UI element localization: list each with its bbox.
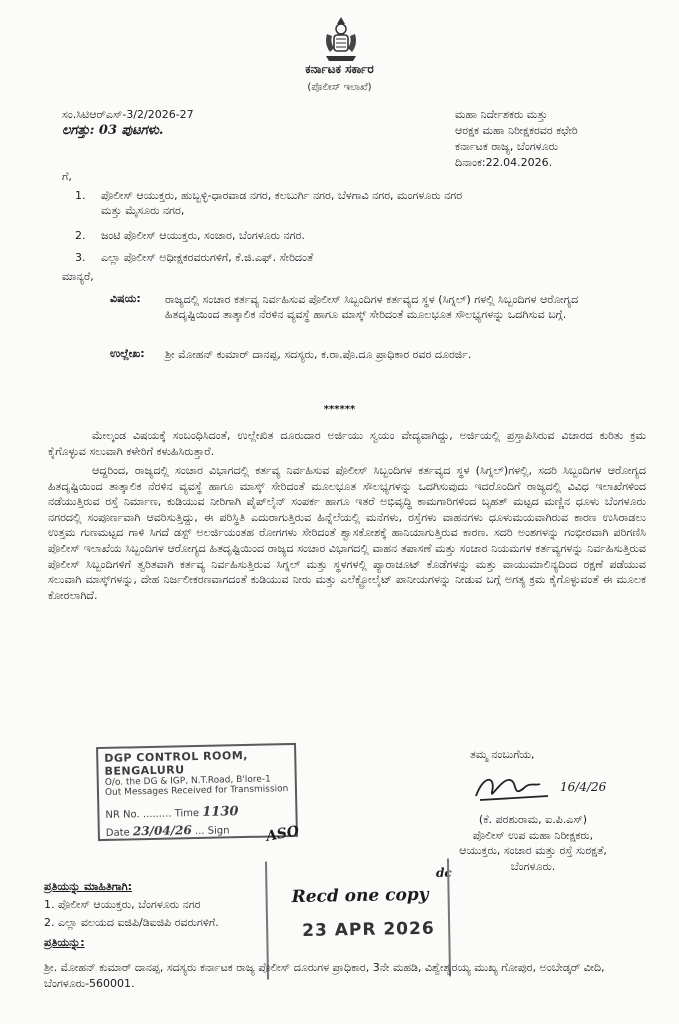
recipient-item xyxy=(75,250,635,265)
received-note: Recd one copy xyxy=(291,884,429,908)
handwritten-initials: ASO xyxy=(264,823,301,845)
body-paragraph-1: ಮೇಲ್ಕಂಡ ವಿಷಯಕ್ಕೆ ಸಂಬಂಧಿಸಿದಂತೆ, ಉಲ್ಲೇಖಿತ ದೂರುದಾರ ಅರ್ಜಿಯು ಸ್ವಯಂ ವೇದ್ಯವಾಗಿದ್ದು, ಅರ್ಜಿಯಲ್ಲಿ ಪ್ರಸ್ತಾಪಿಸಿರುವ ವಿಚಾರದ ಕುರಿತು ಕ್ರಮ ಕೈಗೊಳ್ಳುವ ಸಲುವಾಗಿ ಕಳೇರಿಗೆ ಕಳುಹಿಸಿರುತ್ತಾರೆ. xyxy=(48,429,646,458)
copy-heading: ಪ್ರತಿಯನ್ನು: xyxy=(44,936,85,949)
recipient-line: ಜಂಟಿ ಪೊಲೀಸ್ ಆಯುಕ್ತರು, ಸಂಚಾರ, ಬೆಂಗಳೂರು ನಗರ. xyxy=(101,229,305,242)
control-room-stamp xyxy=(96,743,298,841)
salutation: ಮಾನ್ಯರೆ, xyxy=(62,270,94,283)
copy-info-item: 1. ಪೊಲೀಸ್ ಆಯುಕ್ತರು, ಬೆಂಗಳೂರು ನಗರ xyxy=(44,898,201,911)
handwritten-dc: dc xyxy=(436,866,452,880)
reference-label: ಉಲ್ಲೇಖ: xyxy=(110,347,145,360)
copy-recipient: ಶ್ರೀ. ಮೋಹನ್ ಕುಮಾರ್ ದಾನಪ್ಪ, ಸದಸ್ಯರು ಕರ್ನಾಟಕ ರಾಜ್ಯ ಪೊಲೀಸ್ ದೂರುಗಳ ಪ್ರಾಧಿಕಾರ, 3ನೇ ಮಹಡಿ, ವಿಶ್ವೇಶ್ವರಯ್ಯ ಮುಖ್ಯ ಗೋಪುರ, ಅಂಬೇಡ್ಕರ್ ವೀದಿ, ಬೆಂಗಳೂರು-560001. xyxy=(44,961,605,990)
recipient-number: 2. xyxy=(75,229,86,242)
stamp-nr-value: 1130 xyxy=(202,804,239,820)
office-line: ಕರ್ನಾಟಕ ರಾಜ್ಯ, ಬೆಂಗಳೂರು xyxy=(455,140,558,153)
enclosure-note: ಲಗತ್ತು: 03 ಪುಟಗಳು. xyxy=(62,123,164,138)
signatory-block xyxy=(418,812,648,874)
recipient-item xyxy=(75,188,635,218)
signatory-designation: ಆಯುಕ್ತರು, ಸಂಚಾರ ಮತ್ತು ರಸ್ತೆ ಸುರಕ್ಷತೆ, xyxy=(459,844,607,857)
recipient-line: ಎಲ್ಲಾ ಪೊಲೀಸ್ ಅಧೀಕ್ಷಕರವರುಗಳಿಗೆ, ಕೆ.ಜಿ.ಎಫ್. ಸೇರಿದಂತೆ xyxy=(101,251,314,264)
recipient-line: ಪೊಲೀಸ್ ಆಯುಕ್ತರು, ಹುಬ್ಬಳ್ಳಿ-ಧಾರವಾಡ ನಗರ, ಕಲಬುರ್ಗಿ ನಗರ, ಬೆಳಗಾವಿ ನಗರ, ಮಂಗಳೂರು ನಗರ xyxy=(101,189,463,202)
signature-date: 16/4/26 xyxy=(560,780,607,794)
body-paragraph-2: ಆದ್ದರಿಂದ, ರಾಜ್ಯದಲ್ಲಿ ಸಂಚಾರ ವಿಭಾಗದಲ್ಲಿ ಕರ್ತವ್ಯ ನಿರ್ವಹಿಸುವ ಪೊಲೀಸ್ ಸಿಬ್ಬಂದಿಗಳ ಕರ್ತವ್ಯದ ಸ್ಥಳ (ಸಿಗ್ನಲ್)ಗಳಲ್ಲಿ, ಸದರಿ ಸಿಬ್ಬಂದಿಗಳ ಆರೋಗ್ಯದ ಹಿತದೃಷ್ಟಿಯಿಂದ ತಾತ್ಕಾಲಿಕ ನೆರಳಿನ ವ್ಯವಸ್ಥೆ ಹಾಗೂ ಮಾಸ್ಕ್ ಸೇರಿದಂತೆ ಮೂಲಭೂತ ಸೌಲಭ್ಯಗಳನ್ನು ಒದಗಿಸುವುದು ಇದರೊಂದಿಗೆ ರಾಜ್ಯದಲ್ಲಿ ವಿವಿಧ ಇಲಾಖೆಗಳಿಂದ ನಡೆಯುತ್ತಿರುವ ರಸ್ತೆ ನಿರ್ಮಾಣ, ಕುಡಿಯುವ ನೀರಿಗಾಗಿ ಪೈಪ್‌ಲೈನ್ ಸಂಪರ್ಕ ಹಾಗೂ ಇತರೆ ಅಭಿವೃದ್ಧಿ ಕಾಮಗಾರಿಗಳಿಂದ ಬೃಹತ್ ಮಟ್ಟದ ಮಣ್ಣಿನ ಧೂಳು ಬೆಂಗಳೂರು ನಗರದಲ್ಲಿ ಸಂಪೂರ್ಣವಾಗಿ ಆವರಿಸುತ್ತಿದ್ದು, ಈ ಪರಿಸ್ಥಿತಿ ಎದುರಾಗುತ್ತಿರುವ ಹಿನ್ನೆಲೆಯಲ್ಲಿ ಮನೆಗಳು, ರಸ್ತೆಗಳು ವಾಹನಗಳು ಧೂಳುಮಯವಾಗಿರುವ ಕಾರಣ ಉಸಿರಾಡಲು ಉತ್ತಮ ಗುಣಮಟ್ಟದ ಗಾಳಿ ಸಿಗದೆ ಡಸ್ಟ್ ಅಲರ್ಜಿಯಂತಹ ರೋಗಗಳು ಸೇರಿದಂತೆ ಶ್ವಾಸಕೋಶಕ್ಕೆ ಹಾನಿಯಾಗುತ್ತಿರುವ ಕಾರಣ. ಸದರಿ ಅಂಶಗಳನ್ನು ಗಂಭೀರವಾಗಿ ಪರಿಗಣಿಸಿ ಪೊಲೀಸ್ ಇಲಾಖೆಯ ಸಿಬ್ಬಂದಿಗಳ ಆರೋಗ್ಯದ ಹಿತದೃಷ್ಟಿಯಿಂದ ರಾಜ್ಯದ ಸಂಚಾರ ವಿಭಾಗದಲ್ಲಿ ವಾಹನ ತಪಾಸಣೆ ಮತ್ತು ಸಂಚಾರ ನಿಯಮಗಳ ಕರ್ತವ್ಯಗಳನ್ನು ನಿರ್ವಹಿಸುತ್ತಿರುವ ಪೊಲೀಸ್ ಸಿಬ್ಬಂದಿಗಳಿಗೆ ತ್ವರಿತವಾಗಿ ಕರ್ತವ್ಯ ನಿರ್ವಹಿಸುತ್ತಿರುವ ಸಿಗ್ನಲ್ ಮತ್ತು ಸ್ಥಳಗಳಲ್ಲಿ ಪ್ಯಾರಾಚೂಟ್ ಕೊಡೆಗಳನ್ನು ಮತ್ತು ವಾಯುಮಾಲಿನ್ಯದಿಂದ ರಕ್ಷಣೆ ಪಡೆಯುವ ಸಲುವಾಗಿ ಮಾಸ್ಕ್‌ಗಳನ್ನು, ದೇಹ ನಿರ್ಜಲೀಕರಣವಾಗದಂತೆ ಕುಡಿಯುವ ನೀರು ಮತ್ತು ಎಲೆಕ್ಟ್ರೋಲೈಟ್ ಪಾನೀಯಗಳನ್ನು ನೀಡುವ ಬಗ್ಗೆ ಅಗತ್ಯ ಕ್ರಮ ಕೈಗೊಳ್ಳುವಂತೆ ಈ ಮೂಲಕ ಕೋರಲಾಗಿದೆ. xyxy=(48,464,646,602)
recipient-line: ಮತ್ತು ಮೈಸೂರು ನಗರ, xyxy=(101,204,185,217)
signatory-designation: ಬೆಂಗಳೂರು. xyxy=(510,859,556,873)
stamp-nr-row: NR No. ......... Time 1130 xyxy=(105,804,239,821)
letter-date: ದಿನಾಂಕ:22.04.2026. xyxy=(455,156,553,169)
stamp-sign-label: Sign xyxy=(207,825,230,837)
copy-info-item: 2. ಎಲ್ಲಾ ವಲಯದ ಐಜಿಪಿ/ಡಿಐಜಿಪಿ ರವರುಗಳಿಗೆ. xyxy=(44,916,219,929)
stamp-caption: Out Messages Received for Transmission xyxy=(104,784,289,798)
office-line: ಮಹಾ ನಿರ್ದೇಶಕರು ಮತ್ತು xyxy=(455,108,548,121)
stamp-date-value: 23/04/26 xyxy=(132,823,192,839)
recipient-number: 1. xyxy=(75,189,86,202)
department-subtitle: (ಪೊಲೀಸ್ ಇಲಾಖೆ) xyxy=(307,82,372,93)
stamp-date-label: Date xyxy=(105,827,130,839)
karnataka-emblem-icon xyxy=(318,14,364,64)
office-line: ಆರಕ್ಷಕ ಮಹಾ ನಿರೀಕ್ಷಕರವರ ಕಛೇರಿ xyxy=(455,124,578,137)
recipient-item xyxy=(75,228,635,243)
reference-number: ಸಂ.ಸಿಟಿಆರ್‌ಎಸ್-3/2/2026-27 xyxy=(62,108,194,121)
stamp-address: O/o. the DG & IGP, N.T.Road, B'lore-1 xyxy=(104,774,271,788)
subject-label: ವಿಷಯ: xyxy=(110,292,141,305)
received-date: 23 APR 2026 xyxy=(302,918,435,941)
stamp-date-row: Date 23/04/26 ... Sign xyxy=(105,823,230,839)
reference-text: ಶ್ರೀ ಮೋಹನ್ ಕುಮಾರ್ ದಾನಪ್ಪ, ಸದಸ್ಯರು, ಕ.ರಾ.ಪೊ.ದೂ ಪ್ರಾಧಿಕಾರ ರವರ ದೂರರ್ಜಿ. xyxy=(165,348,472,361)
signatory-name: (ಕೆ. ಪರಶುರಾಮ, ಐ.ಪಿ.ಎಸ್) xyxy=(478,813,588,826)
government-title: ಕರ್ನಾಟಕ ಸರ್ಕಾರ xyxy=(305,62,374,76)
subject-text: ರಾಜ್ಯದಲ್ಲಿ ಸಂಚಾರ ಕರ್ತವ್ಯ ನಿರ್ವಹಿಸುವ ಪೊಲೀಸ್ ಸಿಬ್ಬಂದಿಗಳ ಕರ್ತವ್ಯದ ಸ್ಥಳ (ಸಿಗ್ನಲ್) ಗಳಲ್ಲಿ ಸಿಬ್ಬಂದಿಗಳ ಆರೋಗ್ಯದ ಹಿತದೃಷ್ಟಿಯಿಂದ ತಾತ್ಕಾಲಿಕ ನೆರಳಿನ ವ್ಯವಸ್ಥೆ ಹಾಗೂ ಮಾಸ್ಕ್ ಸೇರಿದಂತೆ ಮೂಲಭೂತ ಸೌಲಭ್ಯಗಳನ್ನು ಒದಗಿಸುವ ಬಗ್ಗೆ. xyxy=(165,293,579,321)
recipient-number: 3. xyxy=(75,251,86,264)
closing-phrase: ತಮ್ಮ ನಂಬುಗೆಯ, xyxy=(470,748,535,761)
to-label: ಗೆ, xyxy=(62,170,72,183)
stamp-time-label: Time xyxy=(174,807,200,820)
issuing-office xyxy=(455,107,675,171)
signatory-designation: ಪೊಲೀಸ್ ಉಪ ಮಹಾ ನಿರೀಕ್ಷಕರು, xyxy=(472,828,594,842)
stamp-nr-label: NR No. xyxy=(105,809,140,821)
copy-info-heading: ಪ್ರತಿಯನ್ನು ಮಾಹಿತಿಗಾಗಿ: xyxy=(44,880,133,893)
separator-stars: ****** xyxy=(323,404,356,415)
stamp-heading: DGP CONTROL ROOM, BENGALURU xyxy=(104,748,249,778)
